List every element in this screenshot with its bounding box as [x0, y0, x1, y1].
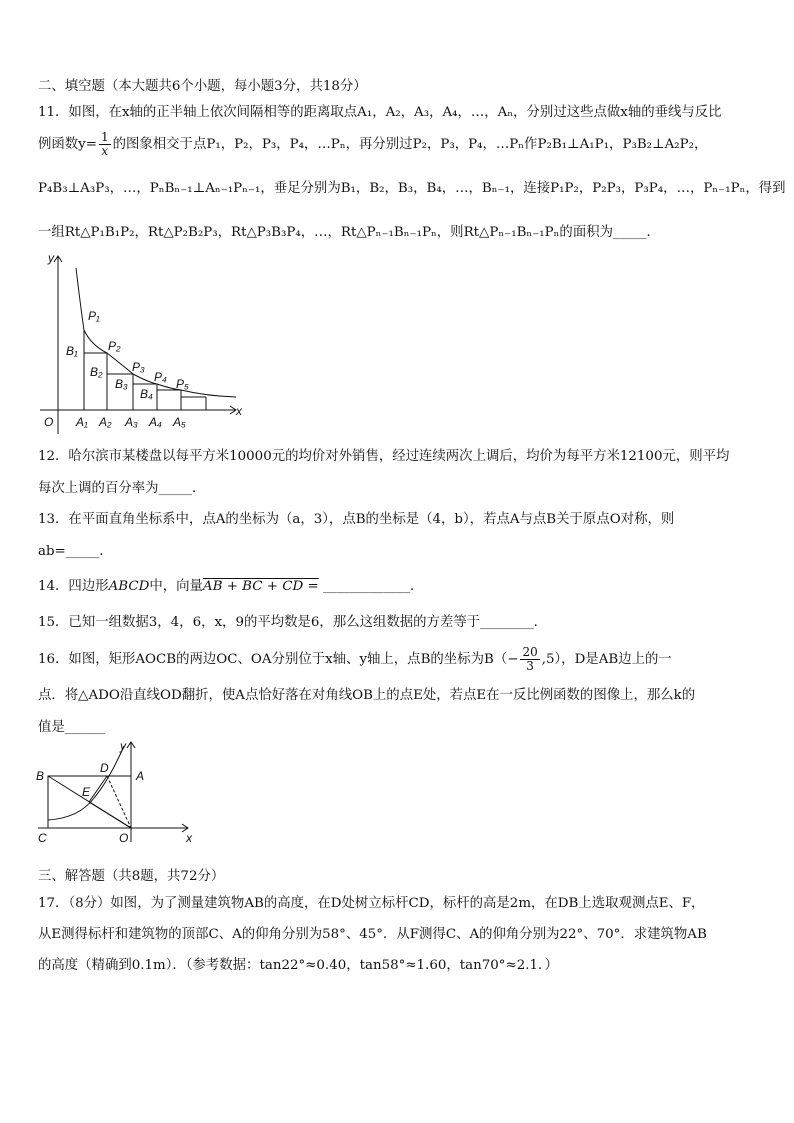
q11-frac-numerator: 1	[100, 130, 109, 144]
q13-line-1: 13．在平面直角坐标系中，点A的坐标为（a，3），点B的坐标是（4，b），若点A与点B关于原点O对称，则	[38, 512, 675, 527]
q11-line-1: 11．如图，在x轴的正半轴上依次间隔相等的距离取点A₁，A₂，A₃，A₄，…，Aₙ，分别过这些点做x轴的垂线与反比	[38, 105, 722, 120]
q14-quad-name: ABCD	[108, 579, 150, 594]
q16-line-3: 值是______	[38, 720, 105, 735]
section-3-title: 三、解答题（共8题，共72分）	[38, 869, 225, 884]
q16-label-y: y	[120, 739, 126, 753]
q11-label-a3: A₃	[125, 415, 138, 429]
q16-label-x: x	[186, 831, 192, 845]
q11-figure	[36, 250, 256, 440]
q13-line-2: ab=_____．	[38, 544, 113, 559]
q11-label-p3: P₃	[132, 360, 145, 374]
q11-line-4: 一组Rt△P₁B₁P₂，Rt△P₂B₂P₃，Rt△P₃B₃P₄，…，Rt△Pₙ₋₁Bₙ₋₁Pₙ，则Rt△Pₙ₋₁Bₙ₋₁Pₙ的面积为_____．	[38, 225, 660, 240]
q11-label-a5: A₅	[173, 415, 186, 429]
q11-label-b2: B₂	[90, 365, 103, 379]
q12-line-1: 12．哈尔滨市某楼盘以每平方米10000元的均价对外销售，经过连续两次上调后，均价为每平方米12100元，则平均	[38, 449, 730, 464]
q16-label-o: O	[119, 831, 129, 845]
q11-label-p1: P₁	[88, 309, 100, 323]
q11-line-3: P₄B₃⊥A₃P₃，…，PₙBₙ₋₁⊥Aₙ₋₁Pₙ₋₁，垂足分别为B₁，B₂，B₃，B₄，…，Bₙ₋₁，连接P₁P₂，P₂P₃，P₃P₄，…，Pₙ₋₁Pₙ，得到	[38, 181, 786, 196]
q12-line-2: 每次上调的百分率为_____．	[38, 481, 206, 496]
q11-label-a2: A₂	[99, 415, 112, 429]
q16-line-1-pre: 16．如图，矩形AOCB的两边OC、OA分别位于x轴、y轴上，点B的坐标为B（−	[38, 652, 519, 667]
q17-line-3: 的高度（精确到0.1m）．（参考数据：tan22°≈0.40，tan58°≈1.60，tan70°≈2.1．）	[38, 958, 559, 973]
q11-label-x: x	[236, 404, 242, 418]
q15-line: 15．已知一组数据3，4，6，x，9的平均数是6，那么这组数据的方差等于________．	[38, 615, 548, 630]
q16-fraction	[520, 646, 539, 673]
q11-label-a4: A₄	[149, 415, 162, 429]
q11-fraction	[99, 131, 111, 158]
q11-line-2	[38, 131, 707, 159]
q11-label-b1: B₁	[66, 344, 78, 358]
q11-label-p5: P₅	[176, 377, 189, 391]
q11-line-2-rest: 的图象相交于点P₁，P₂，P₃，P₄，…Pₙ，再分别过P₂，P₃，P₄，…Pₙ作P₂B₁⊥A₁P₁，P₃B₂⊥A₂P₂，	[112, 137, 708, 152]
q16-line-2: 点．将△ADO沿直线OD翻折，使A点恰好落在对角线OB上的点E处，若点E在一反比例函数的图像上，那么k的	[38, 688, 696, 703]
q16-figure	[34, 738, 204, 850]
q11-function-prefix: 例函数y=	[38, 137, 97, 152]
q11-label-b3: B₃	[115, 377, 128, 391]
q11-frac-denominator: x	[101, 144, 109, 158]
q16-label-c: C	[38, 831, 47, 845]
q14-blank: _____________．	[322, 579, 424, 594]
q16-label-e: E	[82, 785, 91, 799]
q14-middle: 中，向量	[149, 579, 203, 594]
q17-line-2: 从E测得标杆和建筑物的顶部C、A的仰角分别为58°、45°．从F测得C、A的仰角分别为22°、70°．求建筑物AB	[38, 927, 707, 942]
q16-frac-denominator: 3	[526, 659, 534, 673]
q11-label-y: y	[48, 251, 54, 265]
q16-line-1	[38, 645, 672, 675]
section-2-title: 二、填空题（本大题共6个小题，每小题3分，共18分）	[38, 79, 367, 94]
q16-frac-numerator: 20	[522, 645, 538, 659]
q14-prefix: 14．四边形	[38, 579, 109, 594]
q16-label-d: D	[100, 761, 109, 775]
q16-line-1-post: ,5），D是AB边上的一	[541, 652, 672, 667]
q16-segment-de	[89, 776, 107, 802]
q14-line	[38, 578, 423, 596]
q11-label-p2: P₂	[108, 339, 121, 353]
q14-vector-expr: AB + BC + CD =	[202, 579, 319, 594]
q11-label-a1: A₁	[76, 415, 88, 429]
q11-label-o: O	[44, 415, 54, 429]
q11-label-p4: P₄	[154, 370, 167, 384]
q11-label-b4: B₄	[140, 387, 153, 401]
q16-label-a: A	[136, 769, 145, 783]
q16-label-b: B	[36, 769, 45, 783]
q17-line-1: 17．（8分）如图，为了测量建筑物AB的高度，在D处树立标杆CD，标杆的高是2m，在DB上选取观测点E、F，	[38, 896, 705, 911]
